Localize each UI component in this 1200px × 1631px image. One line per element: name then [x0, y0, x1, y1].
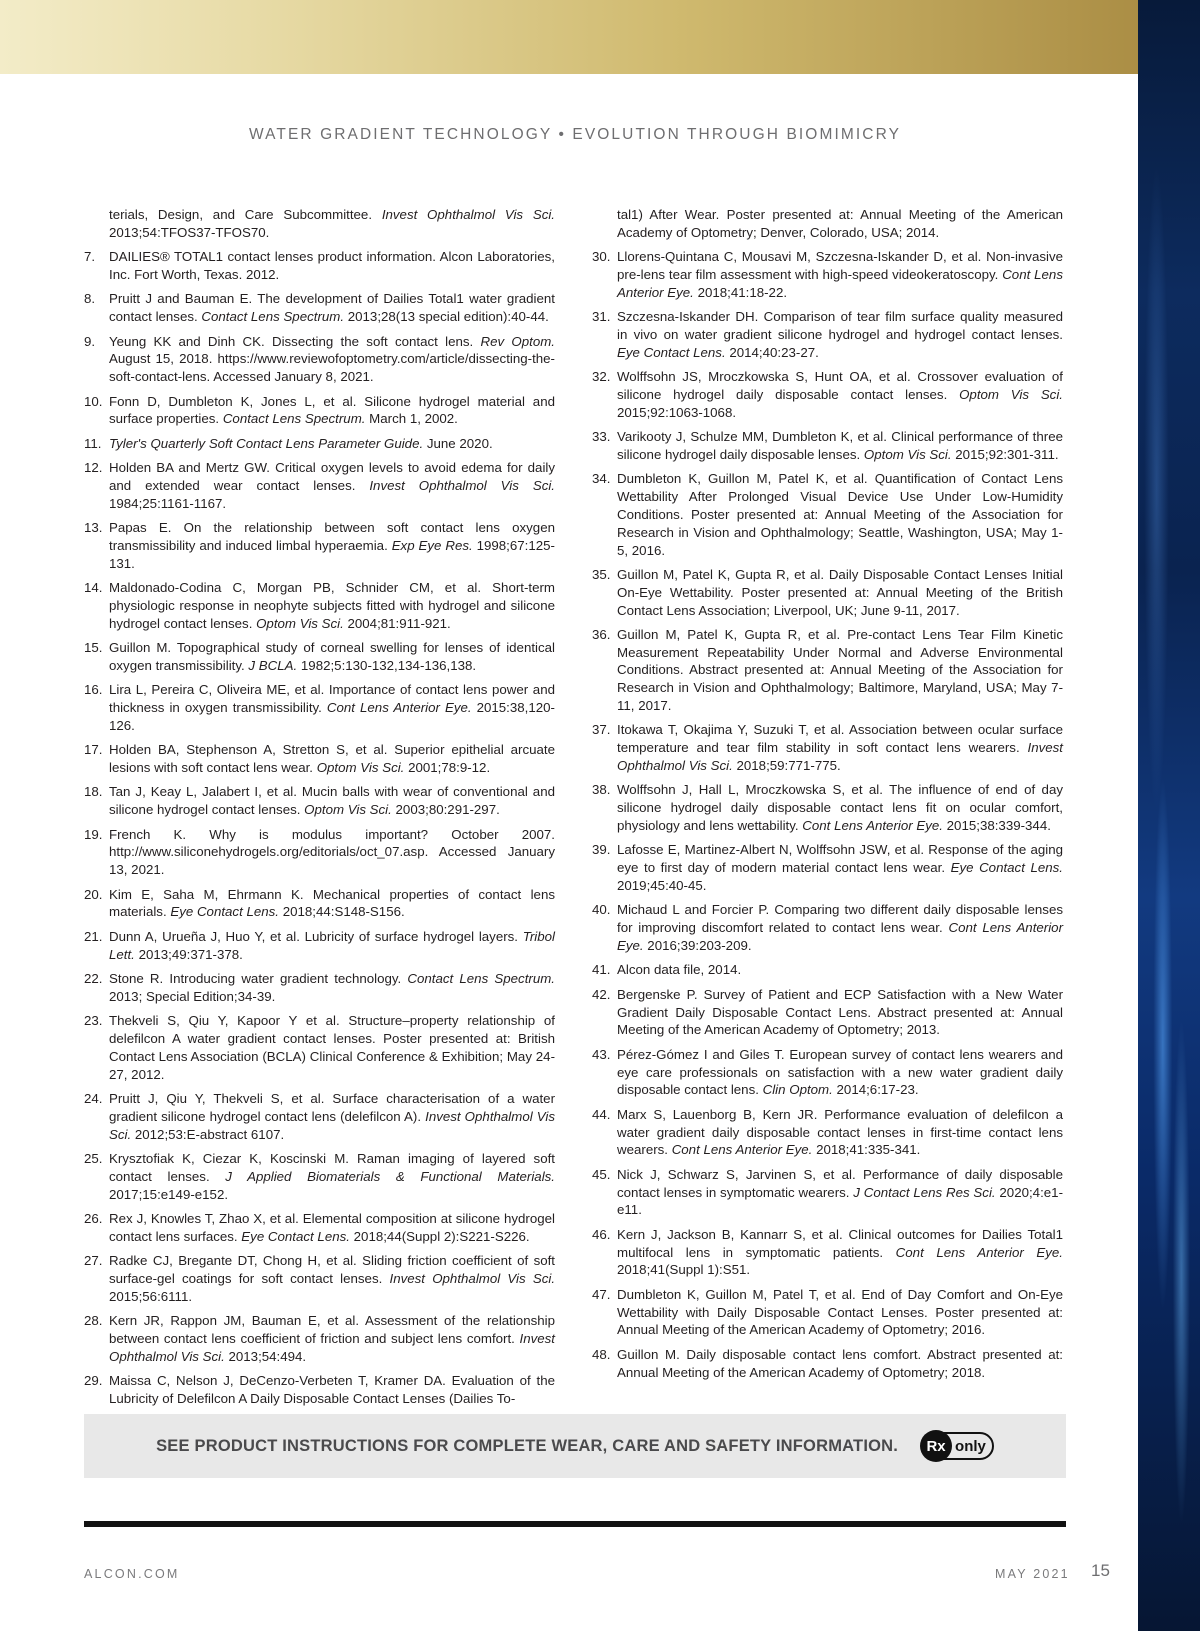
header-gold-bar: [0, 0, 1138, 74]
reference-text: Kern JR, Rappon JM, Bauman E, et al. Assessment of the relationship between contact lens coefficient of friction and subject lens comfort. Invest Ophthalmol Vis Sci. 2013;54:494.: [109, 1313, 555, 1364]
journal-name: Invest Ophthalmol Vis Sci.: [369, 477, 556, 493]
safety-notice-text: SEE PRODUCT INSTRUCTIONS FOR COMPLETE WEAR, CARE AND SAFETY INFORMATION.: [156, 1436, 899, 1455]
journal-name: Rev Optom.: [480, 333, 555, 349]
reference-number: 23.: [84, 1013, 103, 1029]
reference-number: 18.: [84, 784, 103, 800]
reference-text: Michaud L and Forcier P. Comparing two different daily disposable lenses for improving discomfort related to contact lens wear. Cont Lens Anterior Eye. 2016;39:203-209.: [617, 902, 1063, 954]
reference-item: [592, 1286, 1063, 1339]
reference-text: Wolffsohn JS, Mroczkowska S, Hunt OA, et al. Crossover evaluation of silicone hydrogel daily disposable contact lenses. Optom Vis Sci. 2015;92:1063-1068.: [617, 369, 1063, 420]
reference-number: 41.: [592, 962, 611, 978]
journal-name: J Contact Lens Res Sci.: [853, 1184, 996, 1200]
reference-item: [84, 783, 555, 819]
reference-item: [592, 428, 1063, 464]
reference-number: 32.: [592, 369, 611, 385]
journal-name: Optom Vis Sci.: [316, 760, 405, 776]
journal-name: Invest Ophthalmol Vis Sci.: [617, 740, 1063, 774]
reference-item: [592, 1166, 1063, 1219]
reference-item: [84, 206, 555, 242]
reference-number: 29.: [84, 1373, 103, 1389]
reference-item: [84, 1210, 555, 1246]
reference-number: 40.: [592, 902, 611, 918]
references-left-column: [84, 206, 555, 1414]
reference-number: 35.: [592, 566, 611, 582]
reference-item: [84, 519, 555, 572]
reference-item: [592, 368, 1063, 421]
safety-notice-box: [84, 1414, 1066, 1478]
journal-name: Contact Lens Spectrum.: [222, 411, 366, 427]
reference-text: Rex J, Knowles T, Zhao X, et al. Elemental composition at silicone hydrogel contact lens surfaces. Eye Contact Lens. 2018;44(Suppl 2):S221-S226.: [109, 1210, 555, 1244]
reference-item: [84, 1090, 555, 1143]
reference-number: 16.: [84, 682, 103, 698]
reference-item: [592, 986, 1063, 1039]
journal-name: Eye Contact Lens.: [170, 904, 279, 920]
reference-item: [592, 1346, 1063, 1382]
reference-item: [84, 970, 555, 1006]
reference-number: 45.: [592, 1166, 611, 1182]
reference-number: 12.: [84, 460, 103, 476]
journal-name: Optom Vis Sci.: [256, 615, 344, 631]
reference-text: Guillon M, Patel K, Gupta R, et al. Daily Disposable Contact Lenses Initial On-Eye Wettability. Poster presented at: Annual Meeting of the British Contact Lens Association; Liverpool, UK; June 9-11, 2017.: [617, 566, 1063, 618]
reference-text: Papas E. On the relationship between soft contact lens oxygen transmissibility and induced limbal hyperaemia. Exp Eye Res. 1998;67:125-131.: [109, 520, 555, 571]
reference-number: 7.: [84, 249, 96, 265]
reference-item: [84, 290, 555, 326]
reference-text: Thekveli S, Qiu Y, Kapoor Y et al. Structure–property relationship of delefilcon A water gradient contact lenses. Poster presented at: British Contact Lens Association (BCLA) Clinical Conference & Exhibition; May 24-27, 2012.: [109, 1013, 555, 1082]
journal-name: Cont Lens Anterior Eye.: [895, 1244, 1063, 1260]
reference-item: [84, 579, 555, 632]
reference-text: Radke CJ, Bregante DT, Chong H, et al. Sliding friction coefficient of soft surface-gel coatings for soft contact lenses. Invest Ophthalmol Vis Sci. 2015;56:6111.: [109, 1253, 556, 1304]
reference-number: 33.: [592, 429, 611, 445]
journal-name: J BCLA.: [248, 657, 298, 673]
reference-item: [592, 901, 1063, 954]
reference-number: [84, 206, 109, 242]
reference-text: Guillon M, Patel K, Gupta R, et al. Pre-contact Lens Tear Film Kinetic Measurement Repeatability Under Normal and Adverse Environmental Conditions. Abstract presented at: Annual Meeting of the Association for Research in Vision and Ophthalmology; Baltimore, Maryland, USA; May 7-11, 2017.: [617, 626, 1063, 714]
reference-item: [84, 393, 555, 429]
reference-number: 31.: [592, 309, 611, 325]
journal-name: Tribol Lett.: [109, 928, 555, 962]
reference-item: [592, 1046, 1063, 1099]
reference-text: terials, Design, and Care Subcommittee. Invest Ophthalmol Vis Sci. 2013;54:TFOS37-TFOS70.: [109, 207, 555, 240]
reference-item: [84, 435, 555, 453]
reference-item: [84, 1252, 555, 1305]
reference-number: 11.: [84, 435, 102, 451]
reference-item: [84, 826, 555, 879]
reference-text: Alcon data file, 2014.: [617, 962, 742, 978]
reference-number: 26.: [84, 1210, 103, 1226]
reference-item: [592, 566, 1063, 619]
reference-text: Bergenske P. Survey of Patient and ECP Satisfaction with a New Water Gradient Daily Disposable Contact Lens. Abstract presented at: Annual Meeting of the American Academy of Optometry; 2013.: [617, 986, 1063, 1038]
reference-item: [84, 333, 555, 386]
reference-text: Pruitt J and Bauman E. The development of Dailies Total1 water gradient contact lenses. Contact Lens Spectrum. 2013;28(13 special edition):40-44.: [109, 291, 555, 325]
journal-name: Invest Ophthalmol Vis Sci.: [381, 207, 555, 222]
reference-item: [84, 639, 555, 675]
reference-text: Marx S, Lauenborg B, Kern JR. Performance evaluation of delefilcon a water gradient daily disposable contact lenses in first-time contact lens wearers. Cont Lens Anterior Eye. 2018;41:335-341.: [617, 1106, 1063, 1158]
decorative-blue-strip: [1138, 0, 1200, 1631]
reference-text: Llorens-Quintana C, Mousavi M, Szczesna-Iskander D, et al. Non-invasive pre-lens tear film assessment with high-speed videokeratoscopy. Cont Lens Anterior Eye. 2018;41:18-22.: [617, 249, 1063, 300]
reference-number: 47.: [592, 1286, 611, 1302]
reference-text: Maissa C, Nelson J, DeCenzo-Verbeten T, Kramer DA. Evaluation of the Lubricity of Delefilcon A Daily Disposable Contact Lenses (Dailies To-: [109, 1373, 555, 1406]
reference-number: 46.: [592, 1226, 611, 1242]
reference-number: 39.: [592, 842, 611, 858]
reference-number: 44.: [592, 1106, 611, 1122]
reference-number: 37.: [592, 722, 611, 738]
reference-text: Szczesna-Iskander DH. Comparison of tear film surface quality measured in vivo on water gradient silicone hydrogel and hydrogel contact lenses. Eye Contact Lens. 2014;40:23-27.: [617, 309, 1063, 360]
reference-number: 21.: [84, 928, 103, 944]
references-right-column: [592, 206, 1063, 1388]
reference-text: Fonn D, Dumbleton K, Jones L, et al. Silicone hydrogel material and surface properties. Contact Lens Spectrum. March 1, 2002.: [109, 393, 555, 427]
journal-name: Invest Ophthalmol Vis Sci.: [389, 1270, 556, 1286]
reference-text: Varikooty J, Schulze MM, Dumbleton K, et al. Clinical performance of three silicone hydrogel daily disposable lenses. Optom Vis Sci. 2015;92:301-311.: [617, 429, 1063, 462]
reference-number: 36.: [592, 626, 611, 642]
reference-item: [84, 928, 555, 964]
reference-item: [592, 961, 1063, 979]
reference-number: 43.: [592, 1046, 611, 1062]
reference-text: Tyler's Quarterly Soft Contact Lens Parameter Guide. June 2020.: [109, 435, 493, 451]
reference-text: Lafosse E, Martinez-Albert N, Wolffsohn JSW, et al. Response of the aging eye to first day of modern material contact lens wear. Eye Contact Lens. 2019;45:40-45.: [617, 842, 1063, 894]
reference-number: [592, 206, 617, 242]
page-number: 15: [1091, 1561, 1110, 1580]
footer-site: ALCON.COM: [84, 1567, 180, 1581]
rx-label: Rx: [920, 1430, 952, 1462]
journal-name: Eye Contact Lens.: [241, 1228, 350, 1244]
reference-text: Pérez-Gómez I and Giles T. European survey of contact lens wearers and eye care professionals on satisfaction with a new water gradient daily disposable contact lens. Clin Optom. 2014;6:17-23.: [617, 1046, 1063, 1098]
reference-number: 13.: [84, 520, 103, 536]
reference-item: [592, 1106, 1063, 1159]
journal-name: Eye Contact Lens.: [950, 860, 1063, 876]
reference-item: [592, 248, 1063, 301]
reference-number: 34.: [592, 471, 611, 487]
footer-rule: [84, 1521, 1066, 1527]
footer-date: MAY 2021: [995, 1567, 1070, 1581]
reference-item: [592, 1226, 1063, 1279]
reference-text: Dumbleton K, Guillon M, Patel K, et al. Quantification of Contact Lens Wettability After Prolonged Visual Device Use Under Low-Humidity Conditions. Poster presented at: Annual Meeting of the Association for Research in Vision and Ophthalmology; Seattle, Washington, USA; May 1-5, 2016.: [617, 471, 1063, 558]
reference-text: Krysztofiak K, Ciezar K, Koscinski M. Raman imaging of layered soft contact lenses. J Applied Biomaterials & Functional Materials. 2017;15:e149-e152.: [109, 1150, 555, 1202]
reference-text: Itokawa T, Okajima Y, Suzuki T, et al. Association between ocular surface temperature and tear film stability in soft contact lens wearers. Invest Ophthalmol Vis Sci. 2018;59:771-775.: [617, 722, 1063, 774]
reference-number: 9.: [84, 333, 96, 349]
journal-name: Exp Eye Res.: [391, 537, 473, 553]
journal-name: Tyler's Quarterly Soft Contact Lens Parameter Guide.: [109, 435, 424, 451]
journal-name: Optom Vis Sci.: [959, 386, 1063, 402]
reference-text: Nick J, Schwarz S, Jarvinen S, et al. Performance of daily disposable contact lenses in symptomatic wearers. J Contact Lens Res Sci. 2020;4:e1-e11.: [617, 1166, 1063, 1218]
journal-name: Cont Lens Anterior Eye.: [326, 700, 472, 716]
reference-text: tal1) After Wear. Poster presented at: Annual Meeting of the American Academy of Optometry; Denver, Colorado, USA; 2014.: [617, 207, 1063, 240]
reference-item: [84, 741, 555, 777]
reference-text: Lira L, Pereira C, Oliveira ME, et al. Importance of contact lens power and thickness in oxygen transmissibility. Cont Lens Anterior Eye. 2015:38,120-126.: [109, 682, 555, 733]
reference-text: Wolffsohn J, Hall L, Mroczkowska S, et al. The influence of end of day silicone hydrogel daily disposable contact lens fit on ocular comfort, physiology and lens wettability. Cont Lens Anterior Eye. 2015;38:339-344.: [617, 782, 1063, 834]
reference-item: [84, 1372, 555, 1408]
reference-text: Yeung KK and Dinh CK. Dissecting the soft contact lens. Rev Optom. August 15, 2018. https://www.reviewofoptometry.com/article/dissecting-the-soft-contact-lens. Accessed January 8, 2021.: [109, 333, 555, 385]
reference-item: [84, 681, 555, 734]
reference-item: [592, 721, 1063, 774]
reference-text: Holden BA and Mertz GW. Critical oxygen levels to avoid edema for daily and extended wear contact lenses. Invest Ophthalmol Vis Sci. 1984;25:1161-1167.: [109, 460, 556, 511]
reference-number: 42.: [592, 986, 611, 1002]
reference-number: 17.: [84, 742, 103, 758]
reference-item: [592, 781, 1063, 834]
reference-text: Dumbleton K, Guillon M, Patel T, et al. End of Day Comfort and On-Eye Wettability with Daily Disposable Contact Lenses. Poster presented at: Annual Meeting of the American Academy of Optometry; 2016.: [617, 1286, 1063, 1338]
journal-name: Cont Lens Anterior Eye.: [671, 1142, 813, 1158]
reference-number: 22.: [84, 970, 103, 986]
reference-number: 20.: [84, 886, 103, 902]
reference-item: [592, 206, 1063, 242]
reference-text: Guillon M. Topographical study of corneal swelling for lenses of identical oxygen transmissibility. J BCLA. 1982;5:130-132,134-136,138.: [109, 640, 555, 673]
reference-number: 15.: [84, 640, 103, 656]
reference-number: 24.: [84, 1090, 103, 1106]
journal-name: Invest Ophthalmol Vis Sci.: [109, 1108, 555, 1142]
reference-text: Pruitt J, Qiu Y, Thekveli S, et al. Surface characterisation of a water gradient silicone hydrogel contact lens (delefilcon A). Invest Ophthalmol Vis Sci. 2012;53:E-abstract 6107.: [109, 1090, 555, 1142]
reference-text: French K. Why is modulus important? October 2007. http://www.siliconehydrogels.org/editorials/oct_07.asp. Accessed January 13, 2021.: [109, 826, 555, 878]
journal-name: Contact Lens Spectrum.: [407, 970, 555, 986]
reference-number: 8.: [84, 291, 96, 307]
journal-name: Optom Vis Sci.: [863, 446, 952, 462]
page-header: WATER GRADIENT TECHNOLOGY • EVOLUTION THROUGH BIOMIMICRY: [248, 126, 902, 143]
reference-number: 38.: [592, 782, 611, 798]
reference-item: [84, 1150, 555, 1203]
reference-item: [84, 886, 555, 922]
journal-name: Contact Lens Spectrum.: [201, 309, 345, 325]
only-label: only: [955, 1437, 986, 1455]
reference-item: [592, 841, 1063, 894]
reference-item: [84, 1312, 555, 1365]
journal-name: Cont Lens Anterior Eye.: [617, 920, 1063, 954]
reference-text: Holden BA, Stephenson A, Stretton S, et al. Superior epithelial arcuate lesions with soft contact lens wear. Optom Vis Sci. 2001;78:9-12.: [109, 742, 555, 776]
reference-number: 14.: [84, 580, 103, 596]
reference-item: [84, 248, 555, 284]
reference-number: 48.: [592, 1346, 611, 1362]
journal-name: Clin Optom.: [762, 1082, 833, 1098]
journal-name: Eye Contact Lens.: [617, 344, 726, 360]
reference-text: Kim E, Saha M, Ehrmann K. Mechanical properties of contact lens materials. Eye Contact Lens. 2018;44:S148-S156.: [109, 886, 555, 920]
reference-text: Tan J, Keay L, Jalabert I, et al. Mucin balls with wear of conventional and silicone hydrogel contact lenses. Optom Vis Sci. 2003;80:291-297.: [109, 784, 555, 818]
reference-text: DAILIES® TOTAL1 contact lenses product information. Alcon Laboratories, Inc. Fort Worth, Texas. 2012.: [109, 249, 555, 282]
journal-name: Invest Ophthalmol Vis Sci.: [109, 1330, 555, 1364]
reference-text: Dunn A, Urueña J, Huo Y, et al. Lubricity of surface hydrogel layers. Tribol Lett. 2013;49:371-378.: [109, 928, 555, 962]
reference-item: [592, 626, 1063, 715]
reference-item: [592, 308, 1063, 361]
reference-item: [84, 1012, 555, 1083]
journal-name: J Applied Biomaterials & Functional Materials.: [225, 1168, 555, 1184]
reference-text: Maldonado-Codina C, Morgan PB, Schnider CM, et al. Short-term physiologic response in neophyte subjects fitted with hydrogel and silicone hydrogel contact lenses. Optom Vis Sci. 2004;81:911-921.: [109, 580, 555, 631]
reference-item: [84, 459, 555, 512]
reference-text: Kern J, Jackson B, Kannarr S, et al. Clinical outcomes for Dailies Total1 multifocal lens in symptomatic patients. Cont Lens Anterior Eye. 2018;41(Suppl 1):S51.: [617, 1226, 1063, 1278]
reference-number: 19.: [84, 826, 103, 842]
rx-only-badge: [922, 1432, 994, 1460]
reference-number: 25.: [84, 1150, 103, 1166]
reference-number: 27.: [84, 1253, 103, 1269]
reference-number: 28.: [84, 1313, 103, 1329]
journal-name: Cont Lens Anterior Eye.: [802, 818, 943, 834]
reference-text: Guillon M. Daily disposable contact lens comfort. Abstract presented at: Annual Meeting of the American Academy of Optometry; 2018.: [617, 1346, 1063, 1380]
reference-item: [592, 470, 1063, 559]
reference-text: Stone R. Introducing water gradient technology. Contact Lens Spectrum. 2013; Special Edition;34-39.: [109, 970, 555, 1004]
journal-name: Cont Lens Anterior Eye.: [617, 266, 1063, 300]
reference-number: 30.: [592, 249, 611, 265]
reference-number: 10.: [84, 393, 103, 409]
journal-name: Optom Vis Sci.: [304, 802, 392, 818]
